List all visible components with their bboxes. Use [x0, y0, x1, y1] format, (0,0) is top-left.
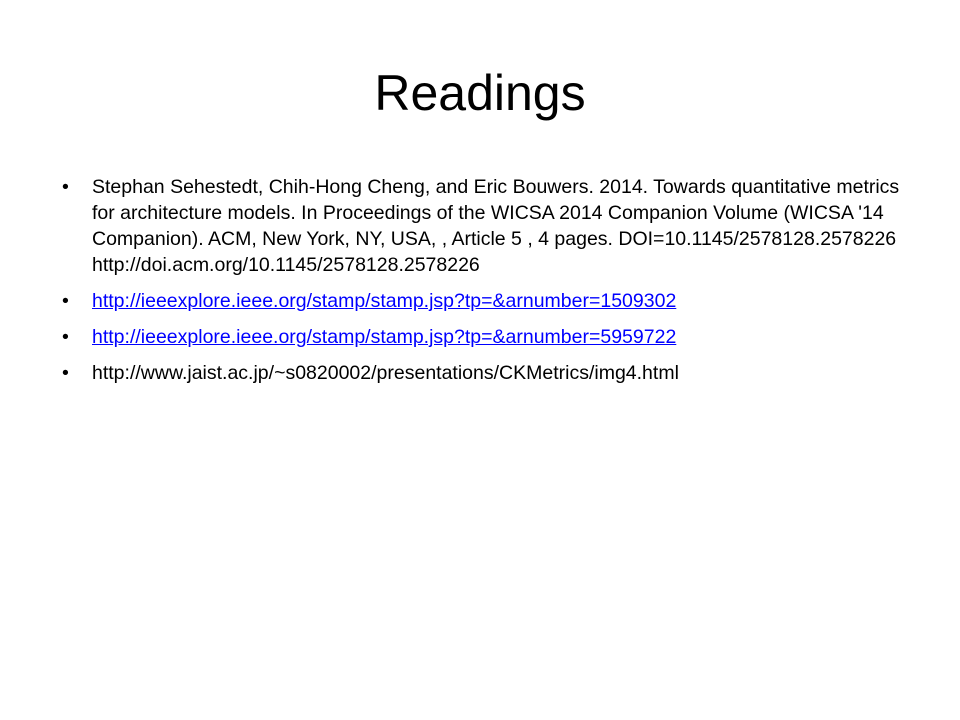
jaist-url-text: http://www.jaist.ac.jp/~s0820002/presentations/CKMetrics/img4.html	[92, 362, 679, 384]
bullet-icon: •	[62, 362, 69, 384]
slide-title: Readings	[374, 65, 586, 121]
list-item-link-5959722	[60, 324, 920, 350]
list-item-citation	[60, 174, 920, 278]
bullet-icon: •	[62, 326, 69, 348]
citation-text: Stephan Sehestedt, Chih-Hong Cheng, and Eric Bouwers. 2014. Towards quantitative metrics for architecture models. In Proceedings of the WICSA 2014 Companion Volume (WICSA '14 Companion). ACM, New York, NY, USA, , Article 5 , 4 pages. DOI=10.1145/2578128.2578226 http://doi.acm.org/10.1145/2578128.2578226	[92, 176, 900, 276]
list-item-jaist-url	[60, 360, 920, 386]
list-item-link-1509302	[60, 288, 920, 314]
ieee-link-1509302[interactable]: http://ieeexplore.ieee.org/stamp/stamp.jsp?tp=&arnumber=1509302	[92, 290, 677, 312]
ieee-link-5959722[interactable]: http://ieeexplore.ieee.org/stamp/stamp.jsp?tp=&arnumber=5959722	[92, 326, 677, 348]
bullet-icon: •	[62, 290, 69, 312]
bullet-icon: •	[62, 176, 69, 198]
readings-list	[60, 174, 920, 396]
